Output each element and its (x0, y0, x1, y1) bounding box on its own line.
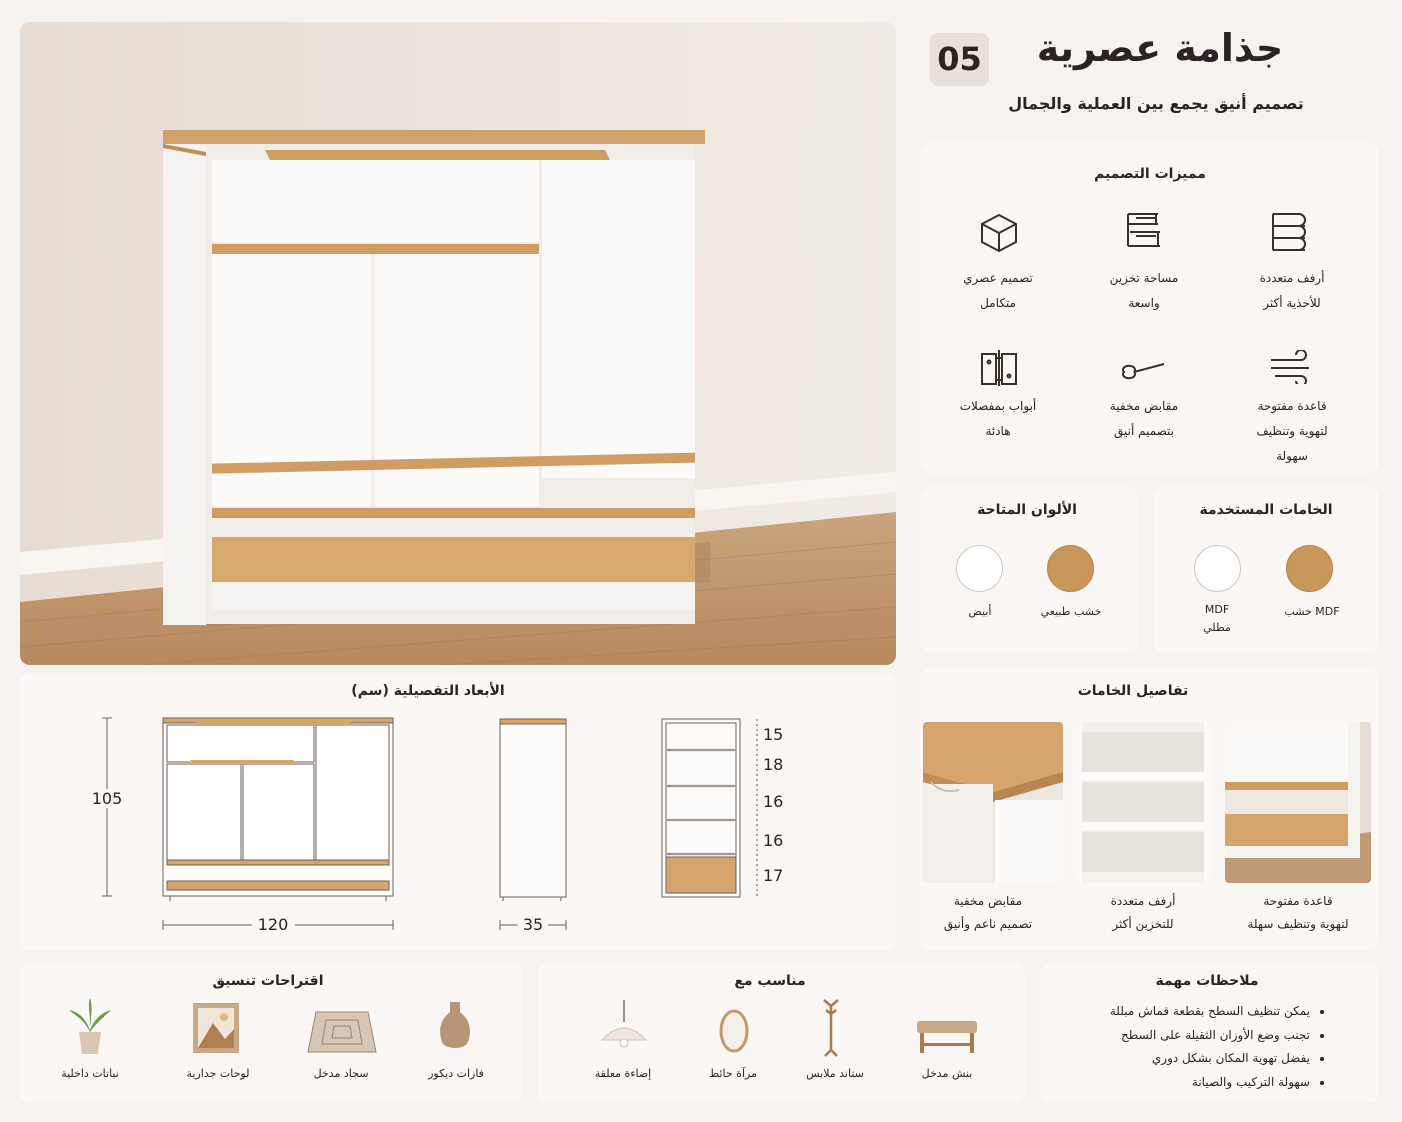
shelves-icon (1269, 208, 1313, 254)
feature-label: تصميم عصري متكامل (963, 271, 1033, 310)
shelf-height-value: 15 (763, 725, 784, 744)
detail-label: مقابض مخفية تصميم ناعم وأنيق (943, 894, 1033, 931)
color-swatch[interactable] (1047, 545, 1094, 592)
shelf-height-value: 16 (763, 792, 784, 811)
notes-title: ملاحظات مهمة (1155, 973, 1259, 989)
suitable-label: ستاند ملابس (806, 1067, 864, 1080)
shelf-dimension-line (752, 716, 762, 902)
airflow-icon (1267, 350, 1313, 384)
number-badge: 05 (930, 33, 989, 86)
page-title: جذامة عصرية (1036, 26, 1284, 70)
color-label: أبيض (968, 605, 992, 618)
cube-icon (978, 212, 1020, 254)
coordination-label: لوحات جدارية (186, 1067, 250, 1080)
note-item: • يمكن تنظيف السطح بقطعة قماش مبللة (1050, 1000, 1310, 1024)
material-label: خشب MDF (1284, 605, 1340, 618)
width-value: 120 (252, 915, 295, 934)
detail-photo-open-base (1225, 722, 1371, 883)
front-view-drawing (160, 715, 396, 905)
suitable-label: بنش مدخل (921, 1067, 973, 1080)
material-swatch (1286, 545, 1333, 592)
mirror-icon (718, 1008, 750, 1054)
shelf-height-value: 17 (763, 866, 784, 885)
side-view-drawing (497, 716, 569, 902)
material-details-title: تفاصيل الخامات (1077, 683, 1189, 699)
note-item: • سهولة التركيب والصيانة (1050, 1071, 1310, 1095)
handle-icon (1120, 358, 1168, 380)
bench-icon (914, 1015, 980, 1057)
coordination-title: اقتراحات تنسيق (212, 973, 324, 989)
design-features-title: مميزات التصميم (1094, 166, 1206, 182)
shelf-height-value: 18 (763, 755, 784, 774)
vase-icon (437, 998, 473, 1056)
coordination-label: نباتات داخلية (61, 1067, 119, 1080)
detail-label: قاعدة مفتوحة لتهوية وتنظيف سهلة (1247, 894, 1349, 931)
suitable-title: مناسب مع (734, 973, 806, 989)
color-swatch[interactable] (956, 545, 1003, 592)
material-label: MDF مطلي (1203, 603, 1231, 634)
feature-label: قاعدة مفتوحة لتهوية وتنظيف سهولة (1256, 399, 1328, 463)
shelf-view-drawing (659, 716, 743, 902)
materials-title: الخامات المستخدمة (1199, 502, 1333, 518)
wall-art-icon (191, 1001, 241, 1055)
dimensions-panel (20, 673, 896, 950)
feature-label: أرفف متعددة للأحذية أكثر (1259, 271, 1325, 310)
color-label: خشب طبيعي (1040, 605, 1102, 618)
depth-value: 35 (518, 915, 548, 934)
plant-icon (65, 996, 115, 1056)
storage-icon (1122, 210, 1166, 254)
detail-label: أرفف متعددة للتخزين أكثر (1110, 894, 1176, 931)
detail-photo-handle (923, 722, 1063, 883)
feature-label: مساحة تخزين واسعة (1109, 271, 1179, 310)
hinge-icon (978, 348, 1020, 388)
pendant-lamp-icon (598, 998, 650, 1050)
note-item: • يفضل تهوية المكان بشكل دوري (1050, 1047, 1310, 1071)
coordination-label: فازات ديكور (428, 1067, 484, 1080)
detail-photo-shelves (1074, 722, 1212, 883)
page-subtitle: تصميم أنيق يجمع بين العملية والجمال (1008, 94, 1304, 113)
feature-label: أبواب بمفصلات هادئة (959, 399, 1037, 438)
rug-icon (306, 1008, 378, 1056)
shelf-height-value: 16 (763, 831, 784, 850)
height-value: 105 (86, 789, 128, 808)
suitable-label: مرآة حائط (709, 1067, 757, 1080)
material-swatch (1194, 545, 1241, 592)
feature-label: مقابض مخفية بتصميم أنيق (1109, 399, 1179, 438)
coordination-label: سجاد مدخل (313, 1067, 369, 1080)
notes-list (1050, 1000, 1338, 1094)
coat-stand-icon (819, 996, 843, 1058)
product-photo (20, 22, 896, 665)
dimensions-title: الأبعاد التفصيلية (سم) (351, 683, 505, 699)
note-item: • تجنب وضع الأوزان الثقيلة على السطح (1050, 1024, 1310, 1048)
colors-title: الألوان المتاحة (977, 502, 1077, 518)
suitable-label: إضاءة معلقة (594, 1067, 652, 1080)
